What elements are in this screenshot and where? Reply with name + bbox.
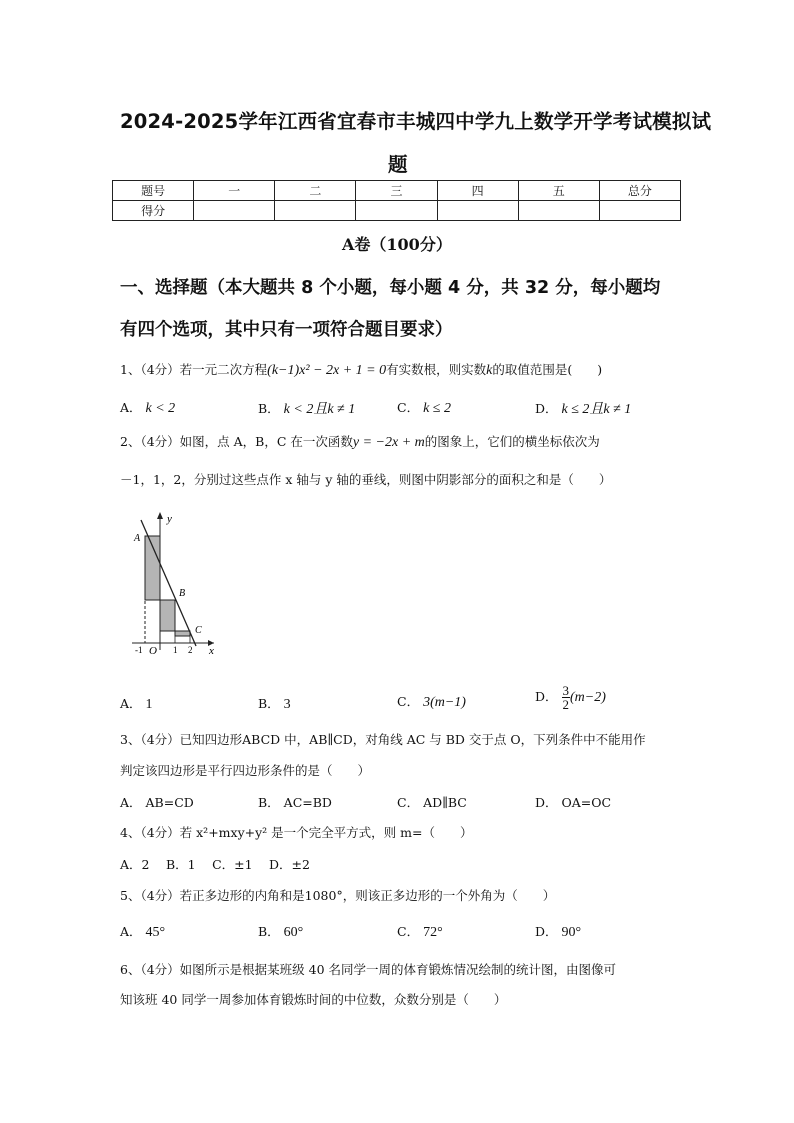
label-x: x	[209, 645, 214, 657]
q5-option-a: A． 45°	[120, 924, 166, 940]
q2-option-b: B． 3	[258, 696, 291, 712]
label-y: y	[167, 513, 172, 525]
score-cell-empty	[356, 201, 437, 221]
score-cell: 二	[275, 181, 356, 201]
score-table-score-row	[113, 201, 681, 221]
score-table	[112, 180, 681, 221]
score-cell: 得分	[113, 201, 194, 221]
label-a: A	[134, 533, 141, 544]
question-1	[120, 360, 602, 379]
label-b: B	[179, 588, 186, 599]
q5-option-b: B． 60°	[258, 924, 304, 940]
q1-var: k	[486, 363, 493, 378]
question-3-line2: 判定该四边形是平行四边形条件的是（ ）	[120, 763, 371, 778]
q1-option-d: D． k ≤ 2且k ≠ 1	[535, 401, 632, 417]
q1-prefix: 1、（4分）若一元二次方程	[120, 362, 268, 377]
q2-option-a: A． 1	[120, 696, 153, 712]
q2-function: y = −2x + m	[352, 435, 425, 450]
q2-figure	[124, 508, 224, 658]
question-4: 4、（4分）若 x²+mxy+y² 是一个完全平方式，则 m=（ ）	[120, 825, 473, 840]
section-heading-line1: 一、选择题（本大题共 8 个小题，每小题 4 分，共 32 分，每小题均	[120, 278, 661, 298]
label-origin: O	[149, 645, 157, 657]
section-heading-line2: 有四个选项，其中只有一项符合题目要求）	[120, 320, 453, 340]
tick-neg1: -1	[135, 645, 143, 655]
tick-1: 1	[173, 645, 178, 655]
score-cell: 总分	[599, 181, 680, 201]
score-cell-empty	[275, 201, 356, 221]
shaded-rect-b	[160, 600, 175, 631]
q1-option-a: A． k < 2	[120, 400, 176, 416]
q1-suffix-b: 的取值范围是( )	[492, 362, 603, 377]
score-cell: 一	[194, 181, 275, 201]
q3-option-d: D． OA=OC	[535, 795, 612, 810]
score-cell-empty	[194, 201, 275, 221]
score-cell-empty	[437, 201, 518, 221]
question-6-line2: 知该班 40 同学一周参加体育锻炼时间的中位数，众数分别是（ ）	[120, 992, 507, 1007]
label-c: C	[195, 625, 202, 636]
q3-option-a: A． AB=CD	[120, 795, 194, 810]
question-3: 3、（4分）已知四边形ABCD 中，AB∥CD，对角线 AC 与 BD 交于点 O，下列条件中不能用作	[120, 732, 646, 747]
score-table-header-row	[113, 181, 681, 201]
q4-options: A．2 B．1 C．±1 D．±2	[120, 857, 310, 872]
q5-option-d: D． 90°	[535, 924, 582, 940]
q3-option-b: B． AC=BD	[258, 795, 332, 810]
q1-option-b: B． k < 2且k ≠ 1	[258, 401, 356, 417]
q1-equation: (k−1)x² − 2x + 1 = 0	[267, 363, 387, 378]
exam-title-line1: 2024-2025学年江西省宜春市丰城四中学九上数学开学考试模拟试	[120, 110, 712, 133]
q5-option-c: C． 72°	[397, 924, 443, 940]
question-2-line2: －1，1，2，分别过这些点作 x 轴与 y 轴的垂线，则图中阴影部分的面积之和是（ ）	[120, 472, 612, 487]
tick-2: 2	[188, 645, 193, 655]
question-2: 2、（4分）如图，点 A，B，C 在一次函数y = −2x + m的图象上，它们的横坐标依次为	[120, 434, 600, 450]
q2-option-d: D． $\frac{3}{2}$ (m−2)	[535, 683, 606, 712]
volume-heading: A卷（100分）	[342, 235, 452, 254]
exam-title-line2: 题	[388, 153, 408, 176]
q3-option-c: C． AD∥BC	[397, 795, 467, 810]
score-cell-empty	[599, 201, 680, 221]
score-cell: 三	[356, 181, 437, 201]
score-cell: 五	[518, 181, 599, 201]
question-5: 5、（4分）若正多边形的内角和是1080°，则该正多边形的一个外角为（ ）	[120, 888, 556, 903]
score-cell-empty	[518, 201, 599, 221]
fraction: $\frac{3}{2}$	[562, 683, 570, 712]
q1-option-c: C． k ≤ 2	[397, 400, 451, 416]
question-6: 6、（4分）如图所示是根据某班级 40 名同学一周的体育锻炼情况绘制的统计图，由图像可	[120, 962, 617, 977]
y-axis-arrow	[157, 512, 163, 519]
q2-option-c: C． 3(m−1)	[397, 694, 466, 710]
score-cell: 四	[437, 181, 518, 201]
shaded-rect-c	[175, 631, 190, 636]
score-cell: 题号	[113, 181, 194, 201]
q1-suffix-a: 有实数根，则实数	[386, 362, 487, 377]
